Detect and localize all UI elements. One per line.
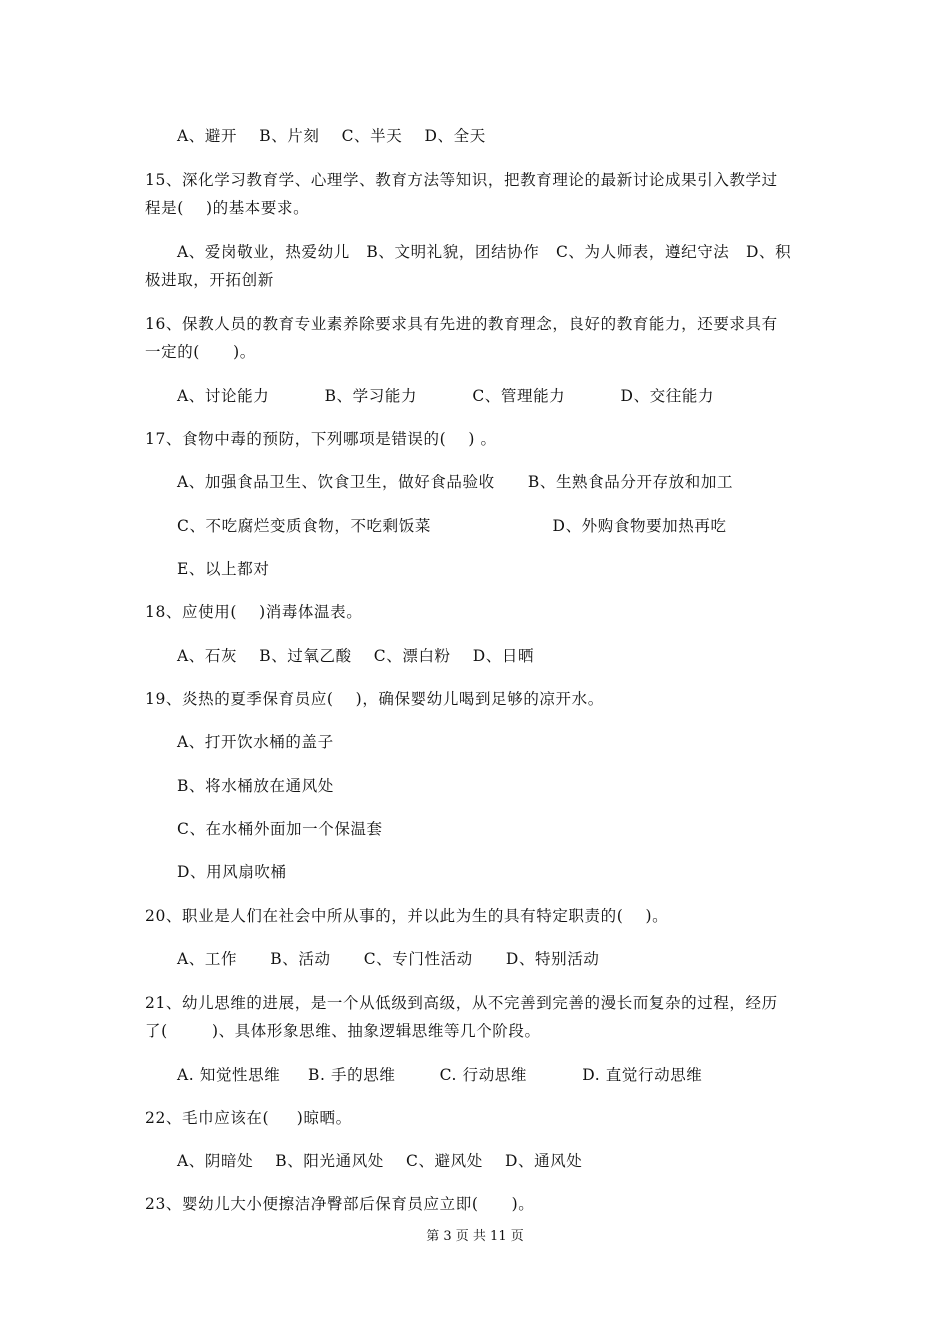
q17-options-cd: C、不吃腐烂变质食物，不吃剩饭菜 D、外购食物要加热再吃 [177,517,727,535]
q15-options-line1: A、爱岗敬业，热爱幼儿 B、文明礼貌，团结协作 C、为人师表，遵纪守法 D、积 [177,243,792,261]
q17-text: 17、食物中毒的预防，下列哪项是错误的( ) 。 [145,430,497,448]
q21-text-line1: 21、幼儿思维的进展，是一个从低级到高级，从不完善到完善的漫长而复杂的过程，经历 [145,994,778,1012]
q15-options-line2: 极进取，开拓创新 [145,271,274,289]
q18-options: A、石灰 B、过氧乙酸 C、漂白粉 D、日晒 [177,647,535,665]
q23-text: 23、婴幼儿大小便擦洁净臀部后保育员应立即( )。 [145,1195,535,1213]
q15-text-line2: 程是( )的基本要求。 [145,199,310,217]
q16-text-line1: 16、保教人员的教育专业素养除要求具有先进的教育理念，良好的教育能力，还要求具有 [145,315,778,333]
q18-text: 18、应使用( )消毒体温表。 [145,603,363,621]
q17-option-e: E、以上都对 [177,560,270,578]
q21-text-line2: 了( )、具体形象思维、抽象逻辑思维等几个阶段。 [145,1022,541,1040]
q19-option-b: B、将水桶放在通风处 [177,777,334,795]
q22-text: 22、毛巾应该在( )晾晒。 [145,1109,352,1127]
q16-text-line2: 一定的( )。 [145,343,256,361]
page-footer: 第 3 页 共 11 页 [426,1229,524,1244]
q19-option-d: D、用风扇吹桶 [177,863,287,881]
q19-text: 19、炎热的夏季保育员应( )，确保婴幼儿喝到足够的凉开水。 [145,690,604,708]
q22-options: A、阴暗处 B、阳光通风处 C、避风处 D、通风处 [177,1152,583,1170]
q14-options: A、避开 B、片刻 C、半天 D、全天 [177,127,486,145]
q15-text-line1: 15、深化学习教育学、心理学、教育方法等知识，把教育理论的最新讨论成果引入教学过 [145,171,778,189]
q21-options: A. 知觉性思维 B. 手的思维 C. 行动思维 D. 直觉行动思维 [177,1066,703,1084]
q16-options: A、讨论能力 B、学习能力 C、管理能力 D、交往能力 [177,387,715,405]
q19-option-a: A、打开饮水桶的盖子 [177,733,334,751]
q20-text: 20、职业是人们在社会中所从事的，并以此为生的具有特定职责的( )。 [145,907,669,925]
q19-option-c: C、在水桶外面加一个保温套 [177,820,383,838]
q20-options: A、工作 B、活动 C、专门性活动 D、特别活动 [177,950,600,968]
q17-options-ab: A、加强食品卫生、饮食卫生，做好食品验收 B、生熟食品分开存放和加工 [177,473,734,491]
